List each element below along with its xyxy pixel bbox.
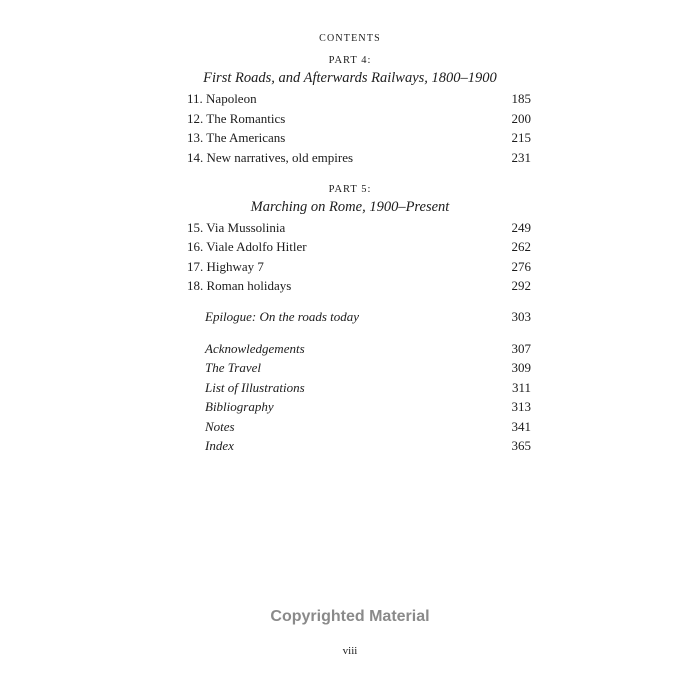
chapter-number: 14. <box>187 150 204 165</box>
toc-entry-back-matter <box>187 359 533 377</box>
toc-entry <box>187 90 533 108</box>
running-head: CONTENTS <box>319 33 381 44</box>
toc-entry <box>187 219 533 237</box>
toc-entry <box>187 277 533 295</box>
chapter-title: The Romantics <box>206 111 286 126</box>
chapter-title: Roman holidays <box>206 278 292 293</box>
page-number: 231 <box>511 150 531 165</box>
part-4-title: First Roads, and Afterwards Railways, 1800–1900 <box>203 70 497 86</box>
chapter-title: New narratives, old empires <box>206 150 354 165</box>
chapter-number: 16. <box>187 239 204 254</box>
part-4-label: PART 4: <box>328 55 372 66</box>
chapter-title: The Americans <box>206 130 286 145</box>
toc-entry-back-matter <box>187 340 533 358</box>
page-number: 200 <box>511 111 531 126</box>
page-number: 313 <box>511 399 531 414</box>
toc-entry <box>187 149 533 167</box>
part-5-label: PART 5: <box>328 184 372 195</box>
toc-entry <box>187 238 533 256</box>
back-matter-title: The Travel <box>205 360 261 375</box>
page-number: 365 <box>511 438 531 453</box>
toc-entry-back-matter <box>187 437 533 455</box>
chapter-title: Viale Adolfo Hitler <box>206 239 307 254</box>
toc-entry-back-matter <box>187 418 533 436</box>
back-matter-title: Bibliography <box>205 399 274 414</box>
page-number: 341 <box>511 419 531 434</box>
chapter-number: 12. <box>187 111 204 126</box>
toc-entry-back-matter <box>187 379 533 397</box>
page-number: 276 <box>511 259 531 274</box>
page-number: 311 <box>511 380 531 395</box>
back-matter-title: Index <box>205 438 234 453</box>
back-matter-title: Notes <box>205 419 235 434</box>
back-matter-title: Acknowledgements <box>205 341 305 356</box>
chapter-title: Highway 7 <box>206 259 264 274</box>
page-number: 215 <box>511 130 531 145</box>
page-number: 262 <box>511 239 531 254</box>
chapter-number: 18. <box>187 278 204 293</box>
chapter-number: 11. <box>187 91 203 106</box>
back-matter-title: List of Illustrations <box>205 380 305 395</box>
page-number: 185 <box>511 91 531 106</box>
epilogue-title: Epilogue: On the roads today <box>205 309 360 324</box>
toc-entry-epilogue <box>187 308 533 326</box>
copyright-watermark: Copyrighted Material <box>270 608 430 625</box>
page-number: 292 <box>511 278 531 293</box>
chapter-number: 13. <box>187 130 204 145</box>
chapter-title: Via Mussolinia <box>206 220 286 235</box>
toc-entry-back-matter <box>187 398 533 416</box>
page-number: 309 <box>511 360 531 375</box>
page-number: 249 <box>511 220 531 235</box>
part-5-title: Marching on Rome, 1900–Present <box>250 199 450 215</box>
toc-entry <box>187 258 533 276</box>
page-number: 307 <box>511 341 531 356</box>
toc-entry <box>187 129 533 147</box>
chapter-title: Napoleon <box>206 91 257 106</box>
chapter-number: 15. <box>187 220 204 235</box>
chapter-number: 17. <box>187 259 204 274</box>
page-folio: viii <box>342 645 358 657</box>
toc-entry <box>187 110 533 128</box>
page-number: 303 <box>511 309 531 324</box>
